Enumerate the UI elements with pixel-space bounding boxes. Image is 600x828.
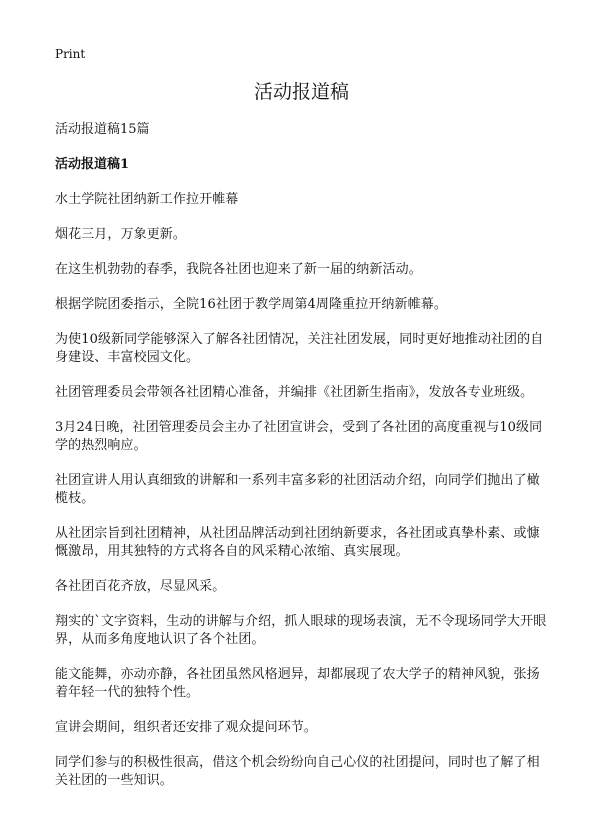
paragraph: 能文能舞，亦动亦静，各社团虽然风格迥异，却都展现了农大学子的精神风貌，张扬着年轻一代的独特个性。	[55, 667, 540, 700]
paragraph: 3月24日晚，社团管理委员会主办了社团宣讲会，受到了各社团的高度重视与10级同学的热烈响应。	[55, 420, 543, 453]
print-link[interactable]: Print	[55, 47, 86, 61]
paragraph: 同学们参与的积极性很高，借这个机会纷纷向自己心仪的社团提问，同时也了解了相关社团的一些知识。	[55, 755, 540, 788]
page-title: 活动报道稿	[253, 81, 349, 103]
paragraph: 各社团百花齐放，尽显风采。	[55, 579, 226, 594]
paragraph: 烟花三月，万象更新。	[55, 227, 187, 242]
paragraph: 社团宣讲人用认真细致的讲解和一系列丰富多彩的社团活动介绍，向同学们抛出了橄榄枝。	[55, 473, 540, 506]
paragraph: 根据学院团委指示，全院16社团于教学周第4周隆重拉开纳新帷幕。	[55, 297, 447, 312]
paragraph: 在这生机勃勃的春季，我院各社团也迎来了新一届的纳新活动。	[55, 262, 422, 277]
paragraph: 宣讲会期间，组织者还安排了观众提问环节。	[55, 720, 318, 735]
paragraph: 为使10级新同学能够深入了解各社团情况，关注社团发展，同时更好地推动社团的自身建设、丰富校园文化。	[55, 332, 544, 365]
section-heading: 活动报道稿1	[55, 157, 130, 172]
paragraph: 社团管理委员会带领各社团精心准备，并编排《社团新生指南》，发放各专业班级。	[55, 385, 534, 400]
paragraph: 水土学院社团纳新工作拉开帷幕	[55, 192, 239, 207]
paragraph: 从社团宗旨到社团精神，从社团品牌活动到社团纳新要求，各社团或真挚朴素、或慷慨激昂，用其独特的方式将各自的风采精心浓缩、真实展现。	[55, 526, 540, 559]
document-subtitle: 活动报道稿15篇	[55, 122, 150, 137]
paragraph: 翔实的`文字资料，生动的讲解与介绍，抓人眼球的现场表演，无不令现场同学大开眼界，从而多角度地认识了各个社团。	[55, 614, 547, 647]
